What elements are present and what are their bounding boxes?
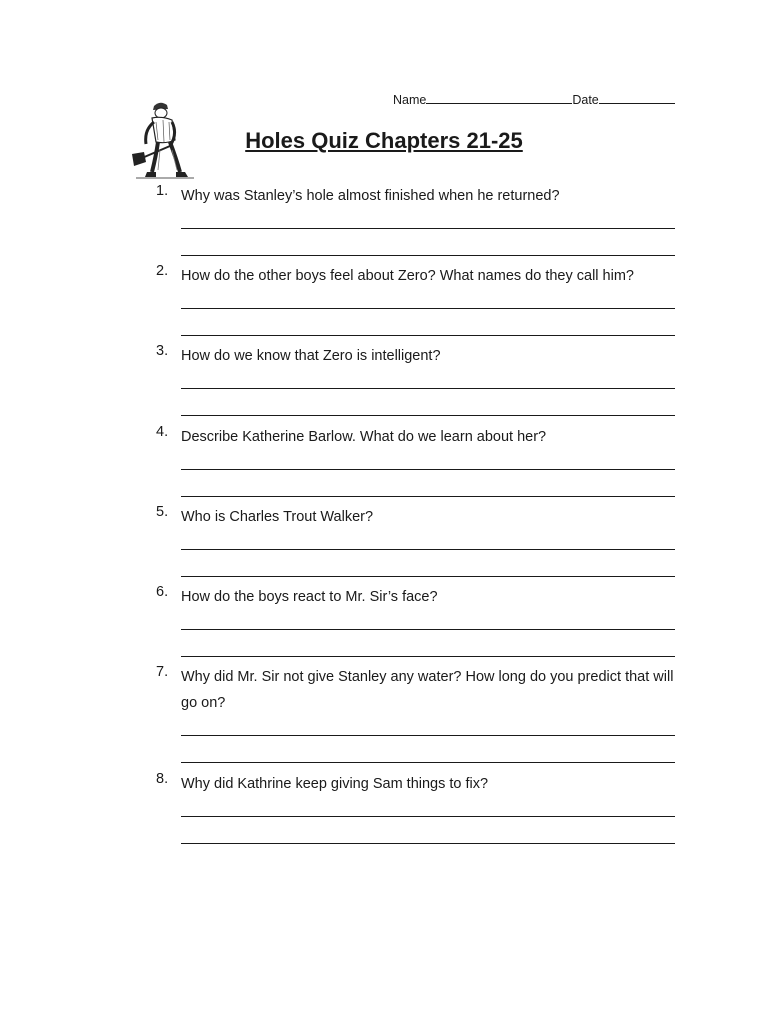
question-number: 5. — [156, 504, 169, 520]
question-number: 7. — [156, 664, 169, 680]
question-text: Describe Katherine Barlow. What do we learn about her? — [181, 429, 547, 445]
answer-line[interactable] — [181, 415, 675, 416]
answer-line[interactable] — [181, 388, 675, 389]
answer-line[interactable] — [181, 629, 675, 630]
question-text: Why did Mr. Sir not give Stanley any water? How long do you predict that will go on? — [181, 669, 674, 711]
question-text: How do we know that Zero is intelligent? — [181, 348, 441, 364]
answer-line[interactable] — [181, 735, 675, 736]
date-label: Date — [572, 93, 599, 107]
name-label: Name — [393, 93, 427, 107]
answer-line[interactable] — [181, 496, 675, 497]
question-text: Why was Stanley’s hole almost finished when he returned? — [181, 188, 560, 204]
answer-line[interactable] — [181, 576, 675, 577]
date-blank[interactable] — [599, 92, 675, 104]
answer-line[interactable] — [181, 335, 675, 336]
question-number: 1. — [156, 183, 169, 199]
question-number: 4. — [156, 424, 169, 440]
question-number: 2. — [156, 263, 169, 279]
question-number: 6. — [156, 584, 169, 600]
answer-line[interactable] — [181, 469, 675, 470]
quiz-title: Holes Quiz Chapters 21-25 — [245, 128, 523, 153]
answer-line[interactable] — [181, 843, 675, 844]
answer-line[interactable] — [181, 762, 675, 763]
name-blank[interactable] — [426, 92, 572, 104]
question-text: How do the other boys feel about Zero? What names do they call him? — [181, 268, 634, 284]
answer-line[interactable] — [181, 308, 675, 309]
answer-line[interactable] — [181, 549, 675, 550]
question-number: 3. — [156, 343, 169, 359]
question-number: 8. — [156, 771, 169, 787]
answer-line[interactable] — [181, 656, 675, 657]
question-text: Who is Charles Trout Walker? — [181, 509, 374, 525]
answer-line[interactable] — [181, 255, 675, 256]
question-text: How do the boys react to Mr. Sir’s face? — [181, 589, 438, 605]
question-text: Why did Kathrine keep giving Sam things to fix? — [181, 776, 489, 792]
name-date-line — [393, 92, 675, 107]
answer-line[interactable] — [181, 816, 675, 817]
answer-line[interactable] — [181, 228, 675, 229]
